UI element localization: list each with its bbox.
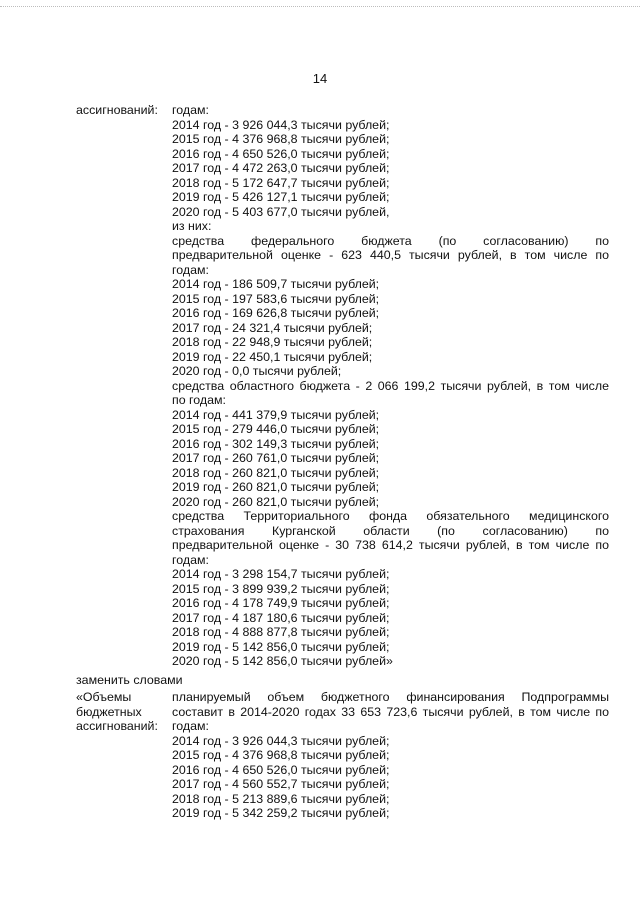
- text-line: 2018 год - 5 213 889,6 тысячи рублей;: [172, 791, 390, 806]
- text-line: 2017 год - 4 472 263,0 тысячи рублей;: [172, 161, 390, 175]
- text-line: 2014 год - 441 379,9 тысячи рублей;: [172, 407, 380, 422]
- text-line: годам:: [172, 262, 209, 277]
- block-lines: [172, 690, 609, 821]
- text-line: планируемый объем бюджетного финансирования Подпрограммы: [172, 690, 609, 704]
- text-line: составит в 2014-2020 годах 33 653 723,6 тысячи рублей, в том числе по: [172, 704, 609, 719]
- text-line: 2015 год - 4 376 968,8 тысячи рублей;: [172, 748, 390, 762]
- text-line: 2014 год - 3 926 044,3 тысячи рублей;: [172, 733, 390, 748]
- text-line: 2017 год - 260 761,0 тысячи рублей;: [172, 451, 380, 465]
- text-line: 2018 год - 22 948,9 тысячи рублей;: [172, 335, 373, 349]
- text-line: 2016 год - 302 149,3 тысячи рублей;: [172, 436, 380, 451]
- block-label: [0, 690, 172, 821]
- text-line: средства федерального бюджета (по согласованию) по: [172, 233, 609, 248]
- text-line: 2014 год - 3 298 154,7 тысячи рублей;: [172, 567, 390, 581]
- text-line: средства областного бюджета - 2 066 199,2 тысячи рублей, в том числе: [172, 378, 609, 393]
- text-line: годам:: [172, 552, 209, 567]
- text-line: 2020 год - 5 142 856,0 тысячи рублей»: [172, 654, 393, 668]
- text-line: годам:: [172, 719, 209, 733]
- text-line: 2017 год - 4 560 552,7 тысячи рублей;: [172, 777, 390, 791]
- block-lines: [172, 103, 609, 669]
- text-line: 2019 год - 5 142 856,0 тысячи рублей;: [172, 639, 390, 654]
- text-line: годам:: [172, 103, 209, 117]
- text-line: 2018 год - 4 888 877,8 тысячи рублей;: [172, 625, 390, 639]
- text-line: 2015 год - 197 583,6 тысячи рублей;: [172, 291, 380, 306]
- text-line: 2020 год - 5 403 677,0 тысячи рублей,: [172, 204, 390, 219]
- text-line: из них:: [172, 219, 212, 233]
- text-line: страхования Курганской области (по согласованию) по: [172, 523, 609, 538]
- replace-instruction: заменить словами: [76, 672, 183, 687]
- text-line: 2014 год - 186 509,7 тысячи рублей;: [172, 277, 380, 291]
- text-line: 2016 год - 4 650 526,0 тысячи рублей;: [172, 762, 390, 777]
- page-number: 14: [312, 71, 328, 86]
- text-line: 2015 год - 279 446,0 тысячи рублей;: [172, 422, 380, 436]
- text-line: по годам:: [172, 393, 226, 407]
- label-line: бюджетных: [76, 704, 142, 719]
- text-line: 2019 год - 5 426 127,1 тысячи рублей;: [172, 190, 390, 204]
- text-line: 2020 год - 260 821,0 тысячи рублей;: [172, 494, 380, 509]
- block-label: ассигнований:: [76, 103, 158, 117]
- text-line: 2019 год - 22 450,1 тысячи рублей;: [172, 349, 373, 364]
- text-line: 2018 год - 260 821,0 тысячи рублей;: [172, 465, 380, 480]
- text-line: 2015 год - 4 376 968,8 тысячи рублей;: [172, 132, 390, 146]
- text-line: 2016 год - 169 626,8 тысячи рублей;: [172, 306, 380, 320]
- text-line: 2016 год - 4 650 526,0 тысячи рублей;: [172, 146, 390, 161]
- text-line: средства Территориального фонда обязательного медицинского: [172, 509, 609, 523]
- text-line: 2014 год - 3 926 044,3 тысячи рублей;: [172, 117, 390, 132]
- document-body: [0, 103, 640, 821]
- label-line: ассигнований:: [76, 719, 158, 733]
- text-line: 2019 год - 260 821,0 тысячи рублей;: [172, 480, 380, 494]
- text-line: 2020 год - 0,0 тысячи рублей;: [172, 364, 342, 378]
- text-line: 2016 год - 4 178 749,9 тысячи рублей;: [172, 596, 390, 610]
- text-line: предварительной оценке - 30 738 614,2 тысячи рублей, в том числе по: [172, 538, 609, 552]
- text-line: 2017 год - 24 321,4 тысячи рублей;: [172, 320, 373, 335]
- text-line: 2018 год - 5 172 647,7 тысячи рублей;: [172, 175, 390, 190]
- text-line: предварительной оценке - 623 440,5 тысячи рублей, в том числе по: [172, 248, 609, 262]
- funding-block-new: [0, 690, 640, 821]
- text-line: 2019 год - 5 342 259,2 тысячи рублей;: [172, 806, 390, 820]
- scan-edge-artifact: [0, 6, 640, 13]
- text-line: 2015 год - 3 899 939,2 тысячи рублей;: [172, 581, 390, 596]
- label-line: «Объемы: [76, 690, 132, 704]
- funding-block-old: [0, 103, 640, 669]
- text-line: 2017 год - 4 187 180,6 тысячи рублей;: [172, 610, 390, 625]
